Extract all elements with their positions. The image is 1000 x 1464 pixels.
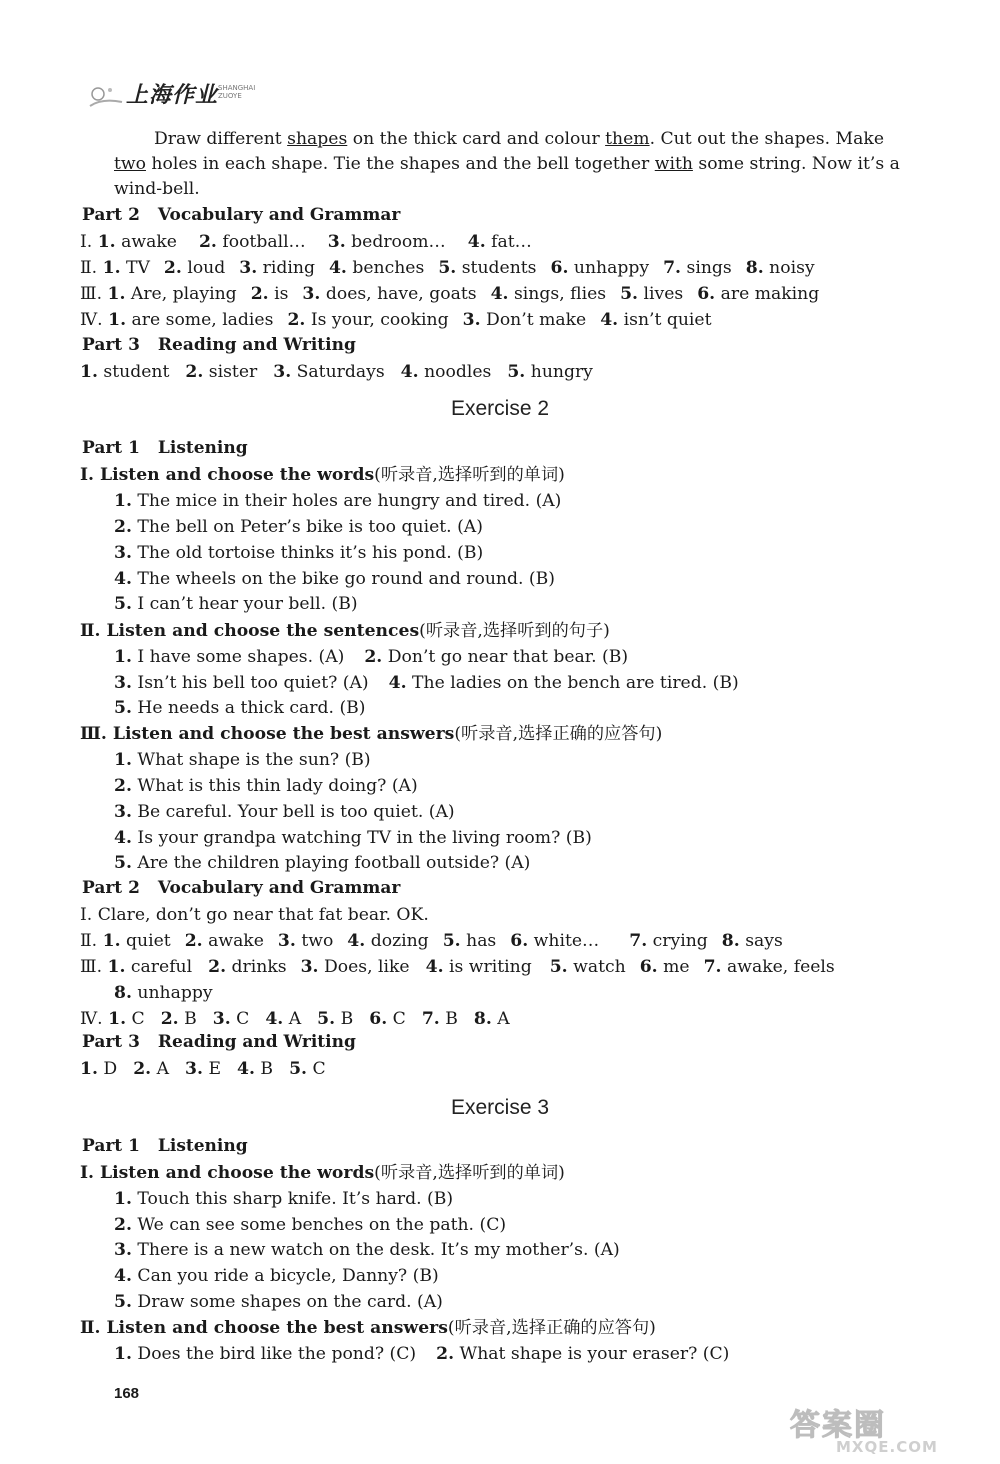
ex2-section-2-heading: Ⅱ. Listen and choose the sentences(听录音,选择听到的句子) [80, 621, 610, 641]
logo-decoration-icon [88, 80, 128, 110]
ex1-reading-row: 1. student 2. sister 3. Saturdays 4. noodles 5. hungry [80, 362, 593, 382]
ex2-s3-item: 5. Are the children playing football outside? (A) [114, 853, 531, 873]
ex3-s1-item: 3. There is a new watch on the desk. It’s my mother’s. (A) [114, 1240, 620, 1260]
ex2-part3-heading: Part 3 Reading and Writing [82, 1032, 356, 1052]
ex3-s1-item: 4. Can you ride a bicycle, Danny? (B) [114, 1266, 439, 1286]
ex2-part2-heading: Part 2 Vocabulary and Grammar [82, 878, 401, 898]
logo-text: 上海作业 [126, 83, 219, 108]
ex2-section-3-heading: Ⅲ. Listen and choose the best answers(听录音,选择正确的应答句) [80, 724, 663, 744]
ex2-s3-item: 2. What is this thin lady doing? (A) [114, 776, 418, 796]
watermark [770, 1400, 980, 1460]
ex3-s1-item: 5. Draw some shapes on the card. (A) [114, 1292, 443, 1312]
ex2-s1-item: 5. I can’t hear your bell. (B) [114, 594, 358, 614]
ex2-s3-item: 4. Is your grandpa watching TV in the living room? (B) [114, 828, 592, 848]
header-logo [88, 76, 328, 116]
logo-subtext: SHANGHAI ZUOYE [218, 84, 256, 100]
ex2-vocab-row-4: Ⅳ. 1. C 2. B 3. C 4. A 5. B 6. C 7. B 8. A [80, 1009, 510, 1029]
ex2-part1-heading: Part 1 Listening [82, 438, 248, 458]
ex3-s1-item: 2. We can see some benches on the path. (C) [114, 1215, 507, 1235]
ex2-s1-item: 2. The bell on Peter’s bike is too quiet. (A) [114, 517, 483, 537]
page-number: 168 [114, 1385, 140, 1402]
ex1-part3-heading: Part 3 Reading and Writing [82, 335, 356, 355]
ex3-s1-item: 1. Touch this sharp knife. It’s hard. (B) [114, 1189, 454, 1209]
intro-paragraph: Draw different shapes on the thick card and colour them. Cut out the shapes. Make two holes in each shape. Tie the shapes and the bell together with some string. Now it’s a wind-bell. [114, 129, 900, 199]
ex2-s3-item: 1. What shape is the sun? (B) [114, 750, 371, 770]
ex3-part1-heading: Part 1 Listening [82, 1136, 248, 1156]
ex1-vocab-row-2: Ⅱ. 1. TV 2. loud 3. riding 4. benches 5. students 6. unhappy 7. sings 8. noisy [80, 258, 815, 278]
ex1-vocab-row-4: Ⅳ. 1. are some, ladies 2. Is your, cooking 3. Don’t make 4. isn’t quiet [80, 310, 712, 330]
ex2-vocab-row-3: Ⅲ. 1. careful 2. drinks 3. Does, like 4. is writing 5. watch 6. me 7. awake, feels [80, 957, 835, 977]
ex3-section-1-heading: Ⅰ. Listen and choose the words(听录音,选择听到的单词) [80, 1163, 565, 1183]
exercise-2-title: Exercise 2 [450, 397, 550, 420]
ex3-section-2-heading: Ⅱ. Listen and choose the best answers(听录音,选择正确的应答句) [80, 1318, 656, 1338]
ex2-vocab-row-2: Ⅱ. 1. quiet 2. awake 3. two 4. dozing 5. has 6. white… 7. crying 8. says [80, 931, 783, 951]
ex2-reading-row: 1. D 2. A 3. E 4. B 5. C [80, 1059, 326, 1079]
ex1-part2-heading: Part 2 Vocabulary and Grammar [82, 205, 401, 225]
ex2-vocab-row-3-cont: 8. unhappy [114, 983, 213, 1003]
exercise-3-title: Exercise 3 [450, 1096, 550, 1119]
ex2-s1-item: 1. The mice in their holes are hungry and tired. (A) [114, 491, 562, 511]
ex2-s2-item: 3. Isn’t his bell too quiet? (A) 4. The ladies on the bench are tired. (B) [114, 673, 739, 693]
ex2-s1-item: 4. The wheels on the bike go round and round. (B) [114, 569, 555, 589]
ex1-vocab-row-3: Ⅲ. 1. Are, playing 2. is 3. does, have, goats 4. sings, flies 5. lives 6. are making [80, 284, 820, 304]
ex3-s2-item: 1. Does the bird like the pond? (C) 2. What shape is your eraser? (C) [114, 1344, 730, 1364]
ex2-s3-item: 3. Be careful. Your bell is too quiet. (A) [114, 802, 455, 822]
ex2-s2-item: 5. He needs a thick card. (B) [114, 698, 366, 718]
ex1-vocab-row-1: Ⅰ. 1. awake 2. football… 3. bedroom… 4. fat… [80, 232, 532, 252]
intro-text: Draw different shapes on the thick card and colour them. Cut out the shapes. Make [154, 129, 884, 149]
ex2-vocab-row-1: Ⅰ. Clare, don’t go near that fat bear. OK. [80, 905, 429, 925]
watermark-logo: 答案圈 [790, 1408, 886, 1443]
ex2-s1-item: 3. The old tortoise thinks it’s his pond. (B) [114, 543, 484, 563]
ex2-section-1-heading: Ⅰ. Listen and choose the words(听录音,选择听到的单词) [80, 465, 565, 485]
watermark-url: MXQE.COM [836, 1438, 938, 1456]
ex2-s2-item: 1. I have some shapes. (A) 2. Don’t go near that bear. (B) [114, 647, 629, 667]
